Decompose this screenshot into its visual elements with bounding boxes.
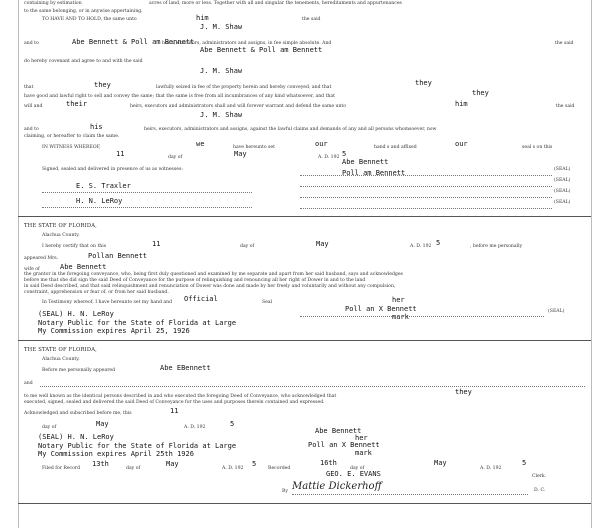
notary-title-1: Notary Public for the State of Florida at Large xyxy=(38,319,237,327)
blank-line-and xyxy=(40,386,585,387)
state-heading-1: THE STATE OF FLORIDA, xyxy=(24,223,98,229)
text-acknowledged-before: Acknowledged and subscribed before me, this xyxy=(24,411,132,416)
seal-label-5: (SEAL) xyxy=(548,309,565,314)
text-containing: containing by estimation xyxy=(24,1,82,6)
typed-they-4: they xyxy=(455,388,472,396)
typed-husband: Abe Bennett xyxy=(60,263,107,271)
text-that: that xyxy=(24,85,34,90)
typed-day-11: 11 xyxy=(116,150,125,158)
sig-line-1 xyxy=(300,175,552,176)
text-constraint: constraint, apprehension or fear of, or from her said husband. xyxy=(24,290,169,295)
text-by: By xyxy=(282,489,288,494)
text-wife-of: wife of xyxy=(24,267,40,272)
typed-filed-13th: 13th xyxy=(92,460,109,468)
typed-our-1: our xyxy=(315,140,328,148)
state-heading-2: THE STATE OF FLORIDA, xyxy=(24,347,98,353)
mark-word-2: mark xyxy=(355,449,372,457)
text-heirs-warrant: heirs, executors and administrators shall and will forever warrant and defend the same unto xyxy=(130,104,347,109)
text-claiming: claiming, or hereafter to claim the same. xyxy=(24,134,120,139)
text-relinquishment: in said Deed described, and that said relinquishment and renunciation of Dower was done and made by her freely and voluntarily and without any compulsion, xyxy=(24,284,396,289)
typed-recorded-may: May xyxy=(434,459,447,467)
text-day-of-5: day of xyxy=(350,466,365,471)
mark-her-2: her xyxy=(355,434,368,442)
notary-seal-leroy-1: (SEAL) H. N. LeRoy xyxy=(38,310,114,318)
deputy-clerk-signature: Mattie Dickerhoff xyxy=(292,481,382,492)
typed-they-2: they xyxy=(415,79,432,87)
county-2: Alachua County. xyxy=(42,357,80,362)
text-day-of: day of xyxy=(168,155,183,160)
seal-label-1: (SEAL) xyxy=(554,167,571,172)
notary-commission-2: My Commission expires April 25th 1926 xyxy=(38,450,194,458)
typed-recorded-16th: 16th xyxy=(320,459,337,467)
text-well-known: to me well known as the identical persons described in and who executed the foregoing Deed of Conveyance, who acknowledged that xyxy=(24,394,337,399)
typed-filed-year: 5 xyxy=(252,460,257,468)
typed-our-2: our xyxy=(455,140,468,148)
text-will-and: will and xyxy=(24,104,43,109)
typed-may-3: May xyxy=(96,420,109,428)
mark-signature-1: Poll an X Bennett xyxy=(345,305,417,313)
deputy-line xyxy=(292,494,528,495)
text-acres: acres of land, more or less. Together with all and singular the tenements, hereditaments and appurtenances xyxy=(149,1,402,6)
notary-commission-1: My Commission expires April 25, 1926 xyxy=(38,327,190,335)
typed-his: his xyxy=(90,123,103,131)
text-and-to: and to xyxy=(24,41,39,46)
text-the-said-2: the said xyxy=(555,41,574,46)
typed-year-5: 5 xyxy=(342,150,347,158)
text-against-claims: heirs, executors, administrators and assigns, against the lawful claims and demands of any and all persons whomsoever, now xyxy=(144,127,437,132)
text-personally-appeared: Before me personally appeared xyxy=(42,368,116,373)
typed-day-11-3: 11 xyxy=(170,407,179,415)
text-lawfully-seized: lawfully seized in fee of the property herein and hereby conveyed, and that xyxy=(156,85,332,90)
text-covenant: do hereby covenant and agree to and with the said xyxy=(24,59,143,64)
left-margin-line xyxy=(18,0,19,528)
typed-they-1: they xyxy=(94,81,111,89)
typed-filed-may: May xyxy=(166,460,179,468)
text-hereby-certify: I hereby certify that on this xyxy=(42,244,107,249)
text-good-lawful-right: have good and lawful right to sell and convey the same; that the same is free from all incumbrances of any kind whatsoever, and that xyxy=(24,94,335,99)
text-the-said: the said xyxy=(302,17,321,22)
witness-leroy: H. N. LeRoy xyxy=(76,197,123,205)
text-ad-192-5: A. D. 192 xyxy=(480,466,502,471)
typed-recorded-year: 5 xyxy=(522,459,527,467)
typed-may: May xyxy=(234,150,247,158)
text-seals-on-this: seal s on this xyxy=(522,145,553,150)
typed-grantee-name-2: J. M. Shaw xyxy=(200,67,243,75)
typed-grantee-name: J. M. Shaw xyxy=(200,23,243,31)
text-and-to-2: and to xyxy=(24,127,39,132)
text-appertaining: to the same belonging, or in anywise appertaining. xyxy=(24,9,143,14)
text-in-witness: IN WITNESS WHEREOF, xyxy=(42,145,101,150)
clerk-name: GEO. E. EVANS xyxy=(326,470,381,478)
seal-label-2: (SEAL) xyxy=(554,178,571,183)
text-ad-192: A. D. 192 xyxy=(318,155,340,160)
text-dc: D. C. xyxy=(534,488,546,493)
section-divider-3 xyxy=(18,503,591,504)
text-clerk: Clerk. xyxy=(532,474,547,479)
text-executed-signed: executed, signed, sealed and delivered the said Deed of Conveyance for the uses and purposes therein contained and expressed. xyxy=(24,400,325,405)
text-signed-sealed: Signed, sealed and delivered in presence of us as witnesses: xyxy=(42,167,183,172)
typed-day-11-2: 11 xyxy=(152,240,161,248)
text-the-said-3: the said xyxy=(556,104,575,109)
typed-year-5-3: 5 xyxy=(230,420,235,428)
mark-signature-2: Poll an X Bennett xyxy=(308,441,380,449)
text-and-3: and xyxy=(24,381,33,386)
text-appeared-mrs: appeared Mrs. xyxy=(24,256,59,261)
text-day-of-2: day of xyxy=(240,244,255,249)
typed-may-2: May xyxy=(316,240,329,248)
witness-line-2 xyxy=(42,207,252,208)
witness-line-1 xyxy=(42,192,252,193)
typed-grantors-2: Abe Bennett & Poll am Bennett xyxy=(200,46,323,54)
text-did-sign: before me that she did sign the said Deed of Conveyance for the purpose of relinquishing and renouncing all her right of Dower in and to the land xyxy=(24,278,366,283)
text-set: have hereunto set xyxy=(233,145,275,150)
section-divider-1 xyxy=(18,216,591,217)
mark-her-1: her xyxy=(392,296,405,304)
typed-abe-ebennett: Abe EBennett xyxy=(160,364,211,372)
text-hands-affixed: hand s and affixed xyxy=(374,145,417,150)
sig-line-2 xyxy=(300,186,552,187)
sig-line-4 xyxy=(300,208,552,209)
section-divider-2 xyxy=(18,340,591,341)
text-before-me: , before me personally xyxy=(470,244,523,249)
notary-title-2: Notary Public for the State of Florida at Large xyxy=(38,442,237,450)
seal-label-4: (SEAL) xyxy=(554,200,571,205)
typed-grantee-pronoun: him xyxy=(196,14,209,22)
typed-pollan-bennett: Pollan Bennett xyxy=(88,252,148,260)
signature-poll-am-bennett: Poll am Bennett xyxy=(342,169,406,177)
text-day-of-3: day of xyxy=(42,425,57,430)
signature-abe-bennett-2: Abe Bennett xyxy=(315,427,362,435)
text-heirs-fee-simple: heirs, executors, administrators and assigns, in fee simple absolute. And xyxy=(162,41,332,46)
signature-abe-bennett: Abe Bennett xyxy=(342,158,389,166)
text-habendum: TO HAVE AND TO HOLD, the same unto xyxy=(42,17,137,22)
text-seal-word: Seal xyxy=(262,300,273,305)
typed-year-5-2: 5 xyxy=(436,239,441,247)
text-in-testimony: In Testimony whereof, I have hereunto set my hand and xyxy=(42,300,173,305)
typed-grantors: Abe Bennett & Poll am Bennett xyxy=(72,38,195,46)
text-ad-192-4: A. D. 192 xyxy=(222,466,244,471)
text-filed-for-record: Filed for Record xyxy=(42,466,81,471)
typed-their: their xyxy=(66,100,88,108)
sig-line-5 xyxy=(300,316,544,317)
witness-traxler: E. S. Traxler xyxy=(76,182,131,190)
typed-him: him xyxy=(455,100,468,108)
notary-seal-leroy-2: (SEAL) H. N. LeRoy xyxy=(38,433,114,441)
seal-label-3: (SEAL) xyxy=(554,189,571,194)
typed-official: Official xyxy=(184,295,218,303)
county-1: Alachua County. xyxy=(42,233,80,238)
text-day-of-4: day of xyxy=(126,466,141,471)
text-grantor-examined: the grantor in the foregoing conveyance, who, being first duly questioned and examined by me separate and apart from her said husband, says and acknowledges xyxy=(24,272,403,277)
typed-they-3: they xyxy=(472,89,489,97)
text-ad-192-3: A. D. 192 xyxy=(184,425,206,430)
sig-line-3 xyxy=(300,197,552,198)
typed-we: we xyxy=(196,140,205,148)
mark-word-1: mark xyxy=(392,313,409,321)
text-ad-192-2: A. D. 192 xyxy=(410,244,432,249)
right-margin-line xyxy=(591,0,592,528)
text-recorded: Recorded xyxy=(268,466,291,471)
typed-grantee-name-3: J. M. Shaw xyxy=(200,111,243,119)
